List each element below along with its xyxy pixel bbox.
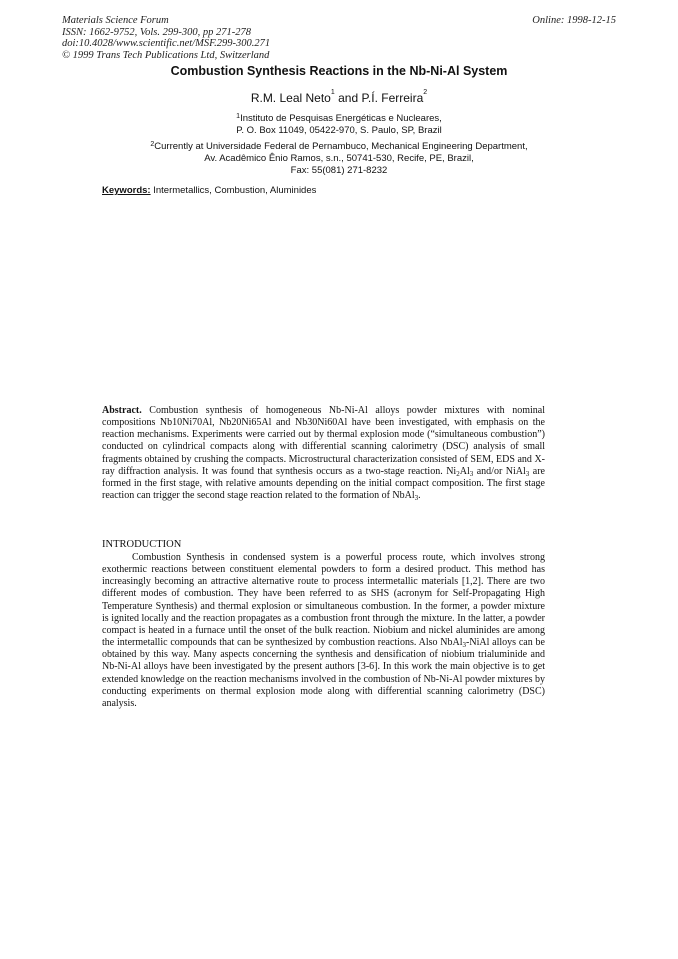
affiliation-line: Currently at Universidade Federal de Pernambuco, Mechanical Engineering Department, — [154, 141, 528, 152]
affiliation-1 — [0, 113, 678, 137]
affiliation-fax: Fax: 55(081) 271-8232 — [290, 165, 388, 177]
abstract-label: Abstract. — [102, 405, 142, 416]
subscript: 3 — [525, 469, 530, 478]
subscript: 3 — [414, 494, 419, 503]
affiliation-marker: 2 — [150, 141, 155, 148]
introduction-body — [102, 552, 545, 710]
abstract-text: are formed in the first stage, with relative amounts depending on the initial compact composition. The first stage reaction can trigger the second stage reaction related to the formation of NbAl — [102, 465, 545, 502]
abstract-text: Combustion synthesis of homogeneous Nb-Ni-Al alloys powder mixtures with nominal compositions Nb10Ni70Al, Nb20Ni65Al and Nb30Ni60Al have been investigated, with emphasis on the reaction mechanisms. Experiments were carried out by thermal explosion mode (“simultaneous combustion”) conducted on cylindrical compacts along with differential scanning calorimetry (DSC) analysis of small fragments obtained by crushing the compacts. Microstructural characterization consisted of SEM, EDS and X-ray diffraction analysis. It was found that synthesis occurs as a two-stage reaction. Ni — [102, 405, 545, 477]
keywords-label: Keywords: — [102, 185, 151, 196]
abstract-text: Al — [459, 465, 470, 477]
abstract-text: . — [418, 490, 421, 502]
journal-name: Materials Science Forum — [62, 15, 169, 26]
keywords-text: Intermetallics, Combustion, Aluminides — [150, 185, 317, 196]
author-name: R.M. Leal Neto — [250, 91, 331, 105]
author-list — [0, 91, 678, 105]
affiliation-marker: 2 — [423, 89, 428, 96]
copyright-line: © 1999 Trans Tech Publications Ltd, Switzerland — [62, 49, 270, 61]
paper-title: Combustion Synthesis Reactions in the Nb-Ni-Al System — [170, 64, 508, 78]
affiliation-2 — [0, 141, 678, 178]
section-heading-introduction: INTRODUCTION — [102, 539, 182, 550]
doi-link[interactable]: doi:10.4028/www.scientific.net/MSF.299-300.271 — [62, 38, 271, 50]
affiliation-line: Av. Acadêmico Ênio Ramos, s.n., 50741-530, Recife, PE, Brazil, — [204, 153, 474, 165]
paragraph — [102, 552, 545, 710]
abstract-text: and/or NiAl — [473, 465, 526, 477]
body-text: -NiAl alloys can be obtained by this way. Many aspects concerning the synthesis and densification of niobium trialuminide and Nb-Ni-Al alloys have been investigated by the present authors [3-6]. In this work the main objective is to get extended knowledge on the reaction mechanisms involved in the combustion of Nb-Ni-Al powder mixtures by conducting experiments on thermal explosion mode along with differential scanning calorimetry (DSC) analysis. — [102, 637, 545, 709]
affiliation-marker: 1 — [236, 113, 241, 120]
subscript: 3 — [462, 641, 467, 650]
subscript: 2 — [456, 469, 460, 478]
subscript: 3 — [469, 469, 474, 478]
affiliation-line: Instituto de Pesquisas Energéticas e Nucleares, — [240, 113, 442, 124]
affiliation-line: P. O. Box 11049, 05422-970, S. Paulo, SP, Brazil — [236, 125, 442, 137]
issn-line: ISSN: 1662-9752, Vols. 299-300, pp 271-278 — [62, 26, 251, 38]
online-date: Online: 1998-12-15 — [532, 15, 616, 26]
author-name: P.Í. Ferreira — [361, 91, 424, 105]
body-text: Combustion Synthesis in condensed system is a powerful process route, which involves strong exothermic reactions between constituent elemental powders to form a desired product. This method has increasingly becoming an attractive alternative route to process intermetallic materials [1,2]. There are two different modes of combustion. They have been referred to as SHS (acronym for Self-Propagating High Temperature Synthesis) and thermal explosion or simultaneous combustion. In the former, a powder mixture is ignited locally and the reaction propagates as a combustion front through the mixture. In the latter, a powder compact is heated in a furnace until the onset of the bulk reaction. Niobium and nickel aluminides are among the intermetallic compounds that can be synthesized by combustion reactions. Also NbAl — [102, 552, 545, 649]
abstract — [102, 405, 545, 502]
journal-metadata — [62, 15, 362, 61]
keywords — [102, 185, 316, 196]
affiliation-marker: 1 — [330, 89, 335, 96]
author-separator: and — [334, 91, 362, 105]
